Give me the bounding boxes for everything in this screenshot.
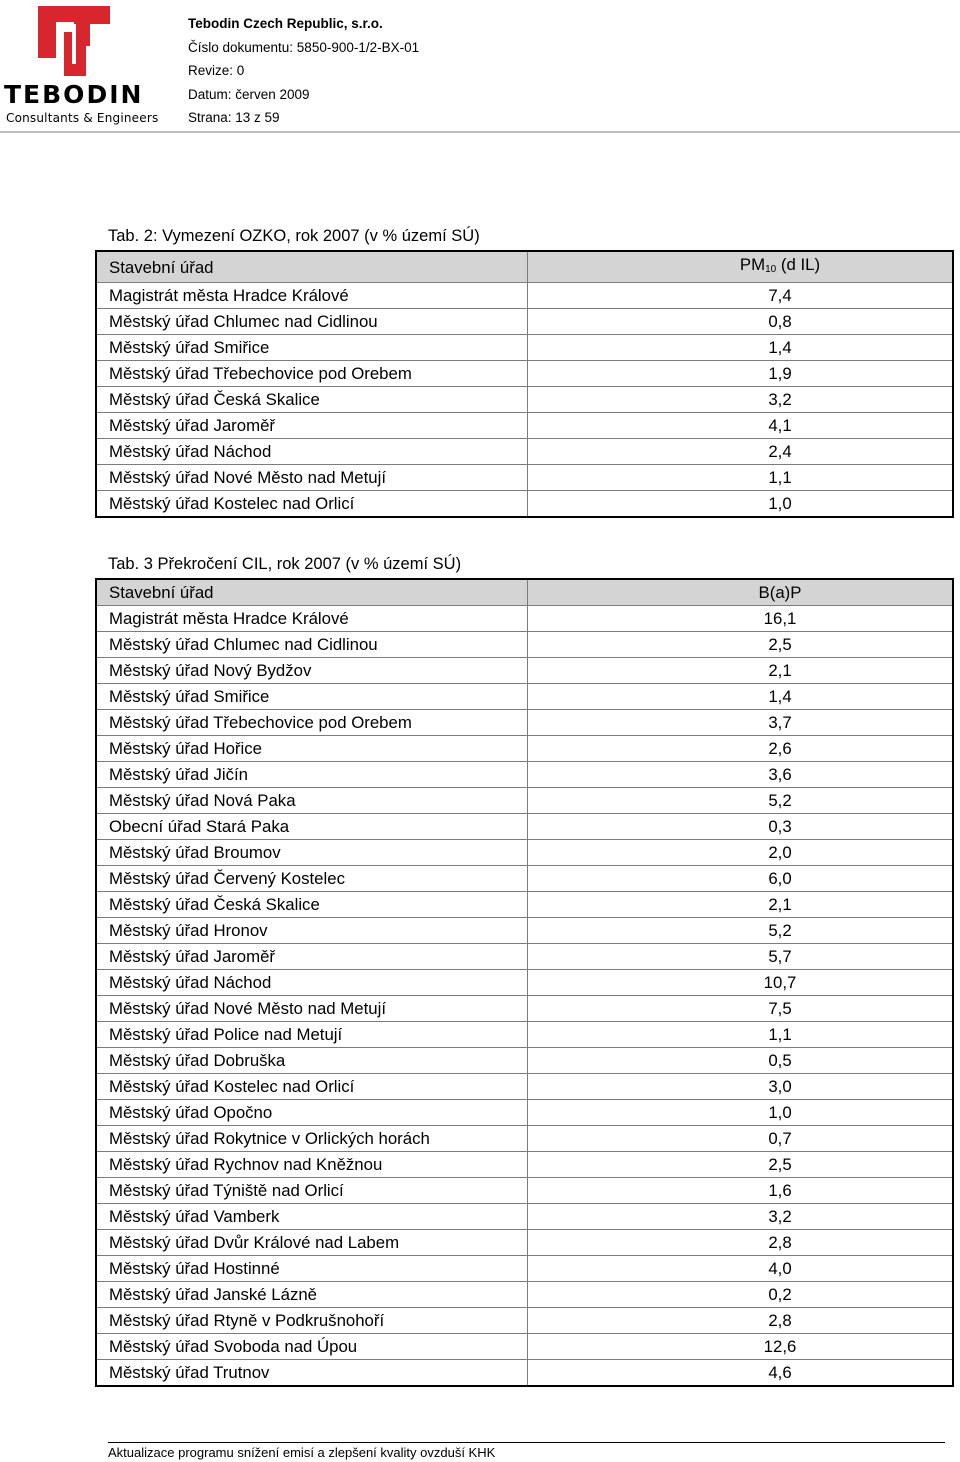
office-name-cell: Městský úřad Janské Lázně: [96, 1282, 528, 1308]
logo-subtitle: Consultants & Engineers: [6, 111, 159, 125]
office-name-cell: Městský úřad Nová Paka: [96, 788, 528, 814]
table-row: [96, 944, 953, 970]
table-row: [96, 335, 953, 361]
office-name-cell: Městský úřad Svoboda nad Úpou: [96, 1334, 528, 1360]
table-row: [96, 1334, 953, 1360]
table-row: [96, 1230, 953, 1256]
table-row: [96, 762, 953, 788]
value-cell: 2,1: [528, 658, 954, 684]
value-cell: 1,6: [528, 1178, 954, 1204]
table-row: [96, 1360, 953, 1387]
value-cell: 3,0: [528, 1074, 954, 1100]
value-cell: 0,3: [528, 814, 954, 840]
office-name-cell: Obecní úřad Stará Paka: [96, 814, 528, 840]
value-cell: 4,0: [528, 1256, 954, 1282]
page-footer: Aktualizace programu snížení emisí a zlepšení kvality ovzduší KHK: [108, 1445, 496, 1460]
value-cell: 3,7: [528, 710, 954, 736]
office-name-cell: Městský úřad Česká Skalice: [96, 892, 528, 918]
value-cell: 2,5: [528, 632, 954, 658]
table3-caption: Tab. 3 Překročení CIL, rok 2007 (v % území SÚ): [108, 555, 462, 573]
value-cell: 0,2: [528, 1282, 954, 1308]
table-row: [96, 413, 953, 439]
office-name-cell: Městský úřad Hostinné: [96, 1256, 528, 1282]
office-name-cell: Magistrát města Hradce Králové: [96, 606, 528, 632]
table-row: [96, 1282, 953, 1308]
table3: [95, 578, 954, 1387]
office-name-cell: Městský úřad Dobruška: [96, 1048, 528, 1074]
office-name-cell: Městský úřad Nový Bydžov: [96, 658, 528, 684]
office-name-cell: Městský úřad Rychnov nad Kněžnou: [96, 1152, 528, 1178]
table-row: [96, 387, 953, 413]
table-row: [96, 840, 953, 866]
table-row: [96, 1178, 953, 1204]
table-row: [96, 736, 953, 762]
table-row: [96, 684, 953, 710]
office-name-cell: Městský úřad Smiřice: [96, 684, 528, 710]
value-cell: 6,0: [528, 866, 954, 892]
document-number: Číslo dokumentu: 5850-900-1/2-BX-01: [188, 39, 420, 55]
table-row: [96, 866, 953, 892]
table3-col-office: Stavební úřad: [96, 579, 528, 606]
value-cell: 7,5: [528, 996, 954, 1022]
value-cell: 10,7: [528, 970, 954, 996]
value-cell: 12,6: [528, 1334, 954, 1360]
value-cell: 1,4: [528, 335, 954, 361]
table2-col-value: $PM_{10}$ (d IL): [528, 251, 954, 283]
table2-caption: Tab. 2: Vymezení OZKO, rok 2007 (v % území SÚ): [108, 227, 480, 245]
office-name-cell: Městský úřad Jičín: [96, 762, 528, 788]
table-row: [96, 1048, 953, 1074]
office-name-cell: Městský úřad Nové Město nad Metují: [96, 996, 528, 1022]
table-row: [96, 309, 953, 335]
office-name-cell: Městský úřad Náchod: [96, 970, 528, 996]
header-divider: [0, 131, 960, 133]
table2-header-row: [96, 251, 953, 283]
table-row: [96, 606, 953, 632]
value-cell: 5,7: [528, 944, 954, 970]
value-cell: 1,1: [528, 465, 954, 491]
tebodin-logo-mark-icon: [34, 4, 114, 78]
table-row: [96, 892, 953, 918]
table-row: [96, 1152, 953, 1178]
document-info: [188, 12, 419, 130]
value-cell: 4,6: [528, 1360, 954, 1387]
table-row: [96, 361, 953, 387]
office-name-cell: Městský úřad Červený Kostelec: [96, 866, 528, 892]
value-cell: 7,4: [528, 283, 954, 309]
value-cell: 2,5: [528, 1152, 954, 1178]
footer-divider: [108, 1442, 945, 1443]
office-name-cell: Městský úřad Kostelec nad Orlicí: [96, 1074, 528, 1100]
office-name-cell: Městský úřad Rtyně v Podkrušnohoří: [96, 1308, 528, 1334]
value-cell: 2,4: [528, 439, 954, 465]
table-row: [96, 1022, 953, 1048]
table-row: [96, 439, 953, 465]
value-cell: 3,6: [528, 762, 954, 788]
office-name-cell: Městský úřad Rokytnice v Orlických horách: [96, 1126, 528, 1152]
table-row: [96, 918, 953, 944]
office-name-cell: Městský úřad Chlumec nad Cidlinou: [96, 309, 528, 335]
table-row: [96, 283, 953, 309]
office-name-cell: Městský úřad Opočno: [96, 1100, 528, 1126]
company-name: Tebodin Czech Republic, s.r.o.: [188, 16, 383, 31]
office-name-cell: Městský úřad Trutnov: [96, 1360, 528, 1387]
page-number: Strana: 13 z 59: [188, 110, 280, 125]
company-logo: [0, 0, 160, 130]
value-cell: 0,5: [528, 1048, 954, 1074]
table-row: [96, 996, 953, 1022]
office-name-cell: Městský úřad Smiřice: [96, 335, 528, 361]
value-cell: 2,6: [528, 736, 954, 762]
table2: [95, 250, 954, 518]
office-name-cell: Městský úřad Vamberk: [96, 1204, 528, 1230]
value-cell: 5,2: [528, 918, 954, 944]
revision: Revize: 0: [188, 63, 245, 78]
office-name-cell: Městský úřad Dvůr Králové nad Labem: [96, 1230, 528, 1256]
office-name-cell: Městský úřad Náchod: [96, 439, 528, 465]
table-row: [96, 1126, 953, 1152]
value-cell: 0,7: [528, 1126, 954, 1152]
table-row: [96, 658, 953, 684]
office-name-cell: Městský úřad Hronov: [96, 918, 528, 944]
office-name-cell: Městský úřad Česká Skalice: [96, 387, 528, 413]
office-name-cell: Magistrát města Hradce Králové: [96, 283, 528, 309]
table-row: [96, 788, 953, 814]
table3-header-row: [96, 579, 953, 606]
table-row: [96, 1100, 953, 1126]
value-cell: 2,1: [528, 892, 954, 918]
office-name-cell: Městský úřad Hořice: [96, 736, 528, 762]
value-cell: 3,2: [528, 1204, 954, 1230]
office-name-cell: Městský úřad Třebechovice pod Orebem: [96, 361, 528, 387]
value-cell: 4,1: [528, 413, 954, 439]
value-cell: 3,2: [528, 387, 954, 413]
value-cell: 1,0: [528, 1100, 954, 1126]
value-cell: 1,4: [528, 684, 954, 710]
value-cell: 1,1: [528, 1022, 954, 1048]
table-row: [96, 491, 953, 518]
table-row: [96, 1256, 953, 1282]
value-cell: 0,8: [528, 309, 954, 335]
office-name-cell: Městský úřad Police nad Metují: [96, 1022, 528, 1048]
document-date: Datum: červen 2009: [188, 86, 310, 102]
value-cell: 5,2: [528, 788, 954, 814]
office-name-cell: Městský úřad Chlumec nad Cidlinou: [96, 632, 528, 658]
table-row: [96, 465, 953, 491]
office-name-cell: Městský úřad Nové Město nad Metují: [96, 465, 528, 491]
office-name-cell: Městský úřad Třebechovice pod Orebem: [96, 710, 528, 736]
value-cell: 16,1: [528, 606, 954, 632]
value-cell: 1,0: [528, 491, 954, 518]
office-name-cell: Městský úřad Týniště nad Orlicí: [96, 1178, 528, 1204]
logo-text: TEBODIN: [4, 80, 144, 109]
value-cell: 2,8: [528, 1308, 954, 1334]
table2-col-office: Stavební úřad: [96, 251, 528, 283]
office-name-cell: Městský úřad Kostelec nad Orlicí: [96, 491, 528, 518]
office-name-cell: Městský úřad Broumov: [96, 840, 528, 866]
table-row: [96, 1308, 953, 1334]
value-cell: 2,8: [528, 1230, 954, 1256]
table-row: [96, 814, 953, 840]
office-name-cell: Městský úřad Jaroměř: [96, 944, 528, 970]
table-row: [96, 710, 953, 736]
table3-col-value: B(a)P: [528, 579, 954, 606]
value-cell: 2,0: [528, 840, 954, 866]
table-row: [96, 970, 953, 996]
table-row: [96, 632, 953, 658]
value-cell: 1,9: [528, 361, 954, 387]
table-row: [96, 1074, 953, 1100]
table-row: [96, 1204, 953, 1230]
office-name-cell: Městský úřad Jaroměř: [96, 413, 528, 439]
